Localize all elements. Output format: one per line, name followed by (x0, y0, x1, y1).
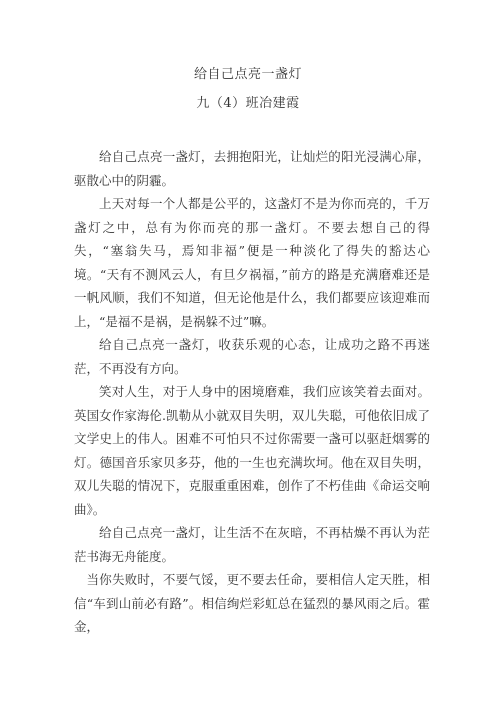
essay-body (74, 145, 430, 639)
paragraph-1: 给自己点亮一盏灯，去拥抱阳光，让灿烂的阳光浸满心扉，驱散心中的阴霾。 (74, 149, 430, 188)
paragraph-5: 给自己点亮一盏灯，让生活不在灰暗，不再枯燥不再认为茫茫书海无舟能度。 (74, 525, 430, 564)
paragraph-3: 给自己点亮一盏灯，收获乐观的心态，让成功之路不再迷茫，不再没有方向。 (74, 337, 430, 376)
paragraph-6: 当你失败时，不要气馁，更不要去任命，要相信人定天胜，相信“车到山前必有路”。相信绚烂彩虹总在猛烈的暴风雨之后。霍金， (74, 572, 430, 634)
paragraph-2: 上天对每一个人都是公平的，这盏灯不是为你而亮的，千万盏灯之中，总有为你而亮的那一盏灯。不要去想自己的得失，“塞翁失马，焉知非福”便是一种淡化了得失的豁达心境。“天有不测风云人，有旦夕祸福，”前方的路是充满磨难还是一帆风顺，我们不知道，但无论他是什么，我们都要应该迎难而上，“是福不是祸，是祸躲不过”嘛。 (74, 196, 430, 329)
essay-title: 给自己点亮一盏灯 (193, 67, 302, 82)
essay-author: 九（4）班冶建霞 (196, 96, 300, 111)
paragraph-4: 笑对人生，对于人身中的困境磨难，我们应该笑着去面对。英国女作家海伦.凯勒从小就双目失明，双儿失聪，可他依旧成了文学史上的伟人。困难不可怕只不过你需要一盏可以驱赶烟雾的灯。德国音乐家贝多芬，他的一生也充满坎坷。他在双目失明，双儿失聪的情况下，克服重重困难，创作了不朽佳曲《命运交响曲》。 (74, 384, 430, 517)
